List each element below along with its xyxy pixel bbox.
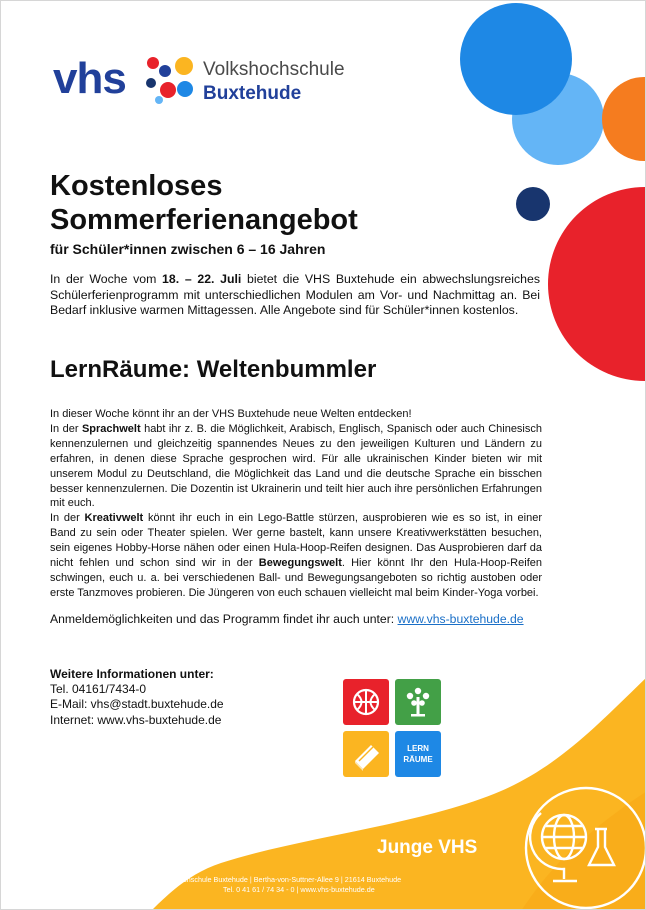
junge-vhs-label: Junge VHS (377, 837, 478, 858)
registration-line (50, 612, 524, 626)
lern-raeume-tiles (343, 679, 441, 779)
p3-mid: könnt ihr euch in ein Lego-Battle stürzen, ausprobieren wie es so ist, in einer Band zu sein oder Theater spielen. Wer gerne bastelt, kann unsere Kreativwerkstätten besuchen, sein eigenes Hobby-Horse nähen oder einen Hula-Hoop-Reifen designen. Das Ausprobieren darf da nicht fehlen und schon sind wir in der (50, 512, 543, 570)
intro-paragraph (50, 272, 540, 319)
basketball-icon (343, 679, 389, 725)
intro-dates: 18. – 22. Juli (162, 272, 242, 286)
tile-label-line-2: RÄUME (403, 755, 433, 764)
p3-pre: In der (50, 512, 85, 525)
tree-tile (395, 679, 441, 725)
contact-block (50, 667, 224, 728)
p2-post: habt ihr z. B. die Möglichkeit, Arabisch, Englisch, Spanisch oder auch Chinesisch kennenzulernen und gleichzeitig spannendes Neues zu den jeweiligen Kulturen und Ländern zu erfahren, in denen diese Sprache gesprochen wird. Für alle ukrainischen Kinder bieten wir mit unserem Modul zu Deutschland, die Möglichkeit das Land und die deutsche Sprache ein bisschen besser kennenzulernen. Die Dozentin ist Ukrainerin und teilt hier auch ihre persönlichen Erfahrungen mit euch. (50, 422, 542, 510)
navy-dot (516, 187, 550, 221)
body-text (50, 407, 542, 601)
logo-mark: vhs (53, 54, 126, 103)
body-paragraph-1: In dieser Woche könnt ihr an der VHS Buxtehude neue Welten entdecken! (50, 408, 412, 420)
title-line-1: Kostenloses (50, 170, 223, 202)
lern-raeume-label-tile (395, 731, 441, 777)
website-link[interactable]: www.vhs-buxtehude.de (397, 612, 524, 626)
registration-text: Anmeldemöglichkeiten und das Programm findet ihr auch unter: (50, 612, 398, 626)
contact-title: Weitere Informationen unter: (50, 667, 214, 681)
logo-name: Volkshochschule (203, 59, 345, 80)
contact-email: E-Mail: vhs@stadt.buxtehude.de (50, 697, 224, 712)
p2-pre: In der (50, 422, 82, 435)
tree-icon (395, 679, 441, 725)
orange-circle (602, 77, 646, 161)
body-paragraph-2 (50, 422, 542, 511)
p3-post: . Hier könnt Ihr den Hula-Hoop-Reifen schwingen, euch u. a. bei verschiedenen Ball- und Bewegungsangeboten so richtig austoben oder erste Tanzmoves probieren. Die Jüngeren von euch schauen vielleicht mal beim Kinder-Yoga vorbei. (50, 557, 542, 599)
p2-bold: Sprachwelt (81, 422, 141, 435)
tile-label-line-1: LERN (407, 744, 429, 753)
red-circle (548, 187, 646, 381)
page-title (50, 169, 450, 237)
blue-circle (460, 3, 572, 115)
contact-internet: Internet: www.vhs-buxtehude.de (50, 712, 222, 727)
footer-contact: Tel. 0 41 61 / 74 34 - 0 | www.vhs-buxtehude.de (223, 885, 375, 894)
section-title: LernRäume: Weltenbummler (50, 356, 377, 383)
body-paragraph-3 (50, 511, 542, 600)
basketball-tile (343, 679, 389, 725)
intro-text-post: bietet die VHS Buxtehude ein abwechslungsreiches Schülerferienprogramm mit unterschiedlichen Modulen am Vor- und Nachmittag an. Bei Bedarf inklusive warmen Mittagessen. Alle Angebote sind für Schüler*innen kostenlos. (50, 272, 540, 317)
logo-dots-icon (145, 53, 201, 105)
book-tile (343, 731, 389, 777)
p3-bold-2: Bewegungswelt (258, 557, 342, 570)
book-icon (343, 731, 389, 777)
footer-address: Volkshochschule Buxtehude | Bertha-von-Suttner-Allee 9 | 21614 Buxtehude (158, 875, 402, 884)
p3-bold-1: Kreativwelt (84, 512, 144, 525)
logo-city: Buxtehude (203, 83, 302, 104)
intro-text-pre: In der Woche vom (50, 272, 163, 286)
contact-tel: Tel. 04161/7434-0 (50, 682, 147, 697)
page-subtitle: für Schüler*innen zwischen 6 – 16 Jahren (50, 241, 326, 257)
title-line-2: Sommerferienangebot (50, 204, 358, 236)
